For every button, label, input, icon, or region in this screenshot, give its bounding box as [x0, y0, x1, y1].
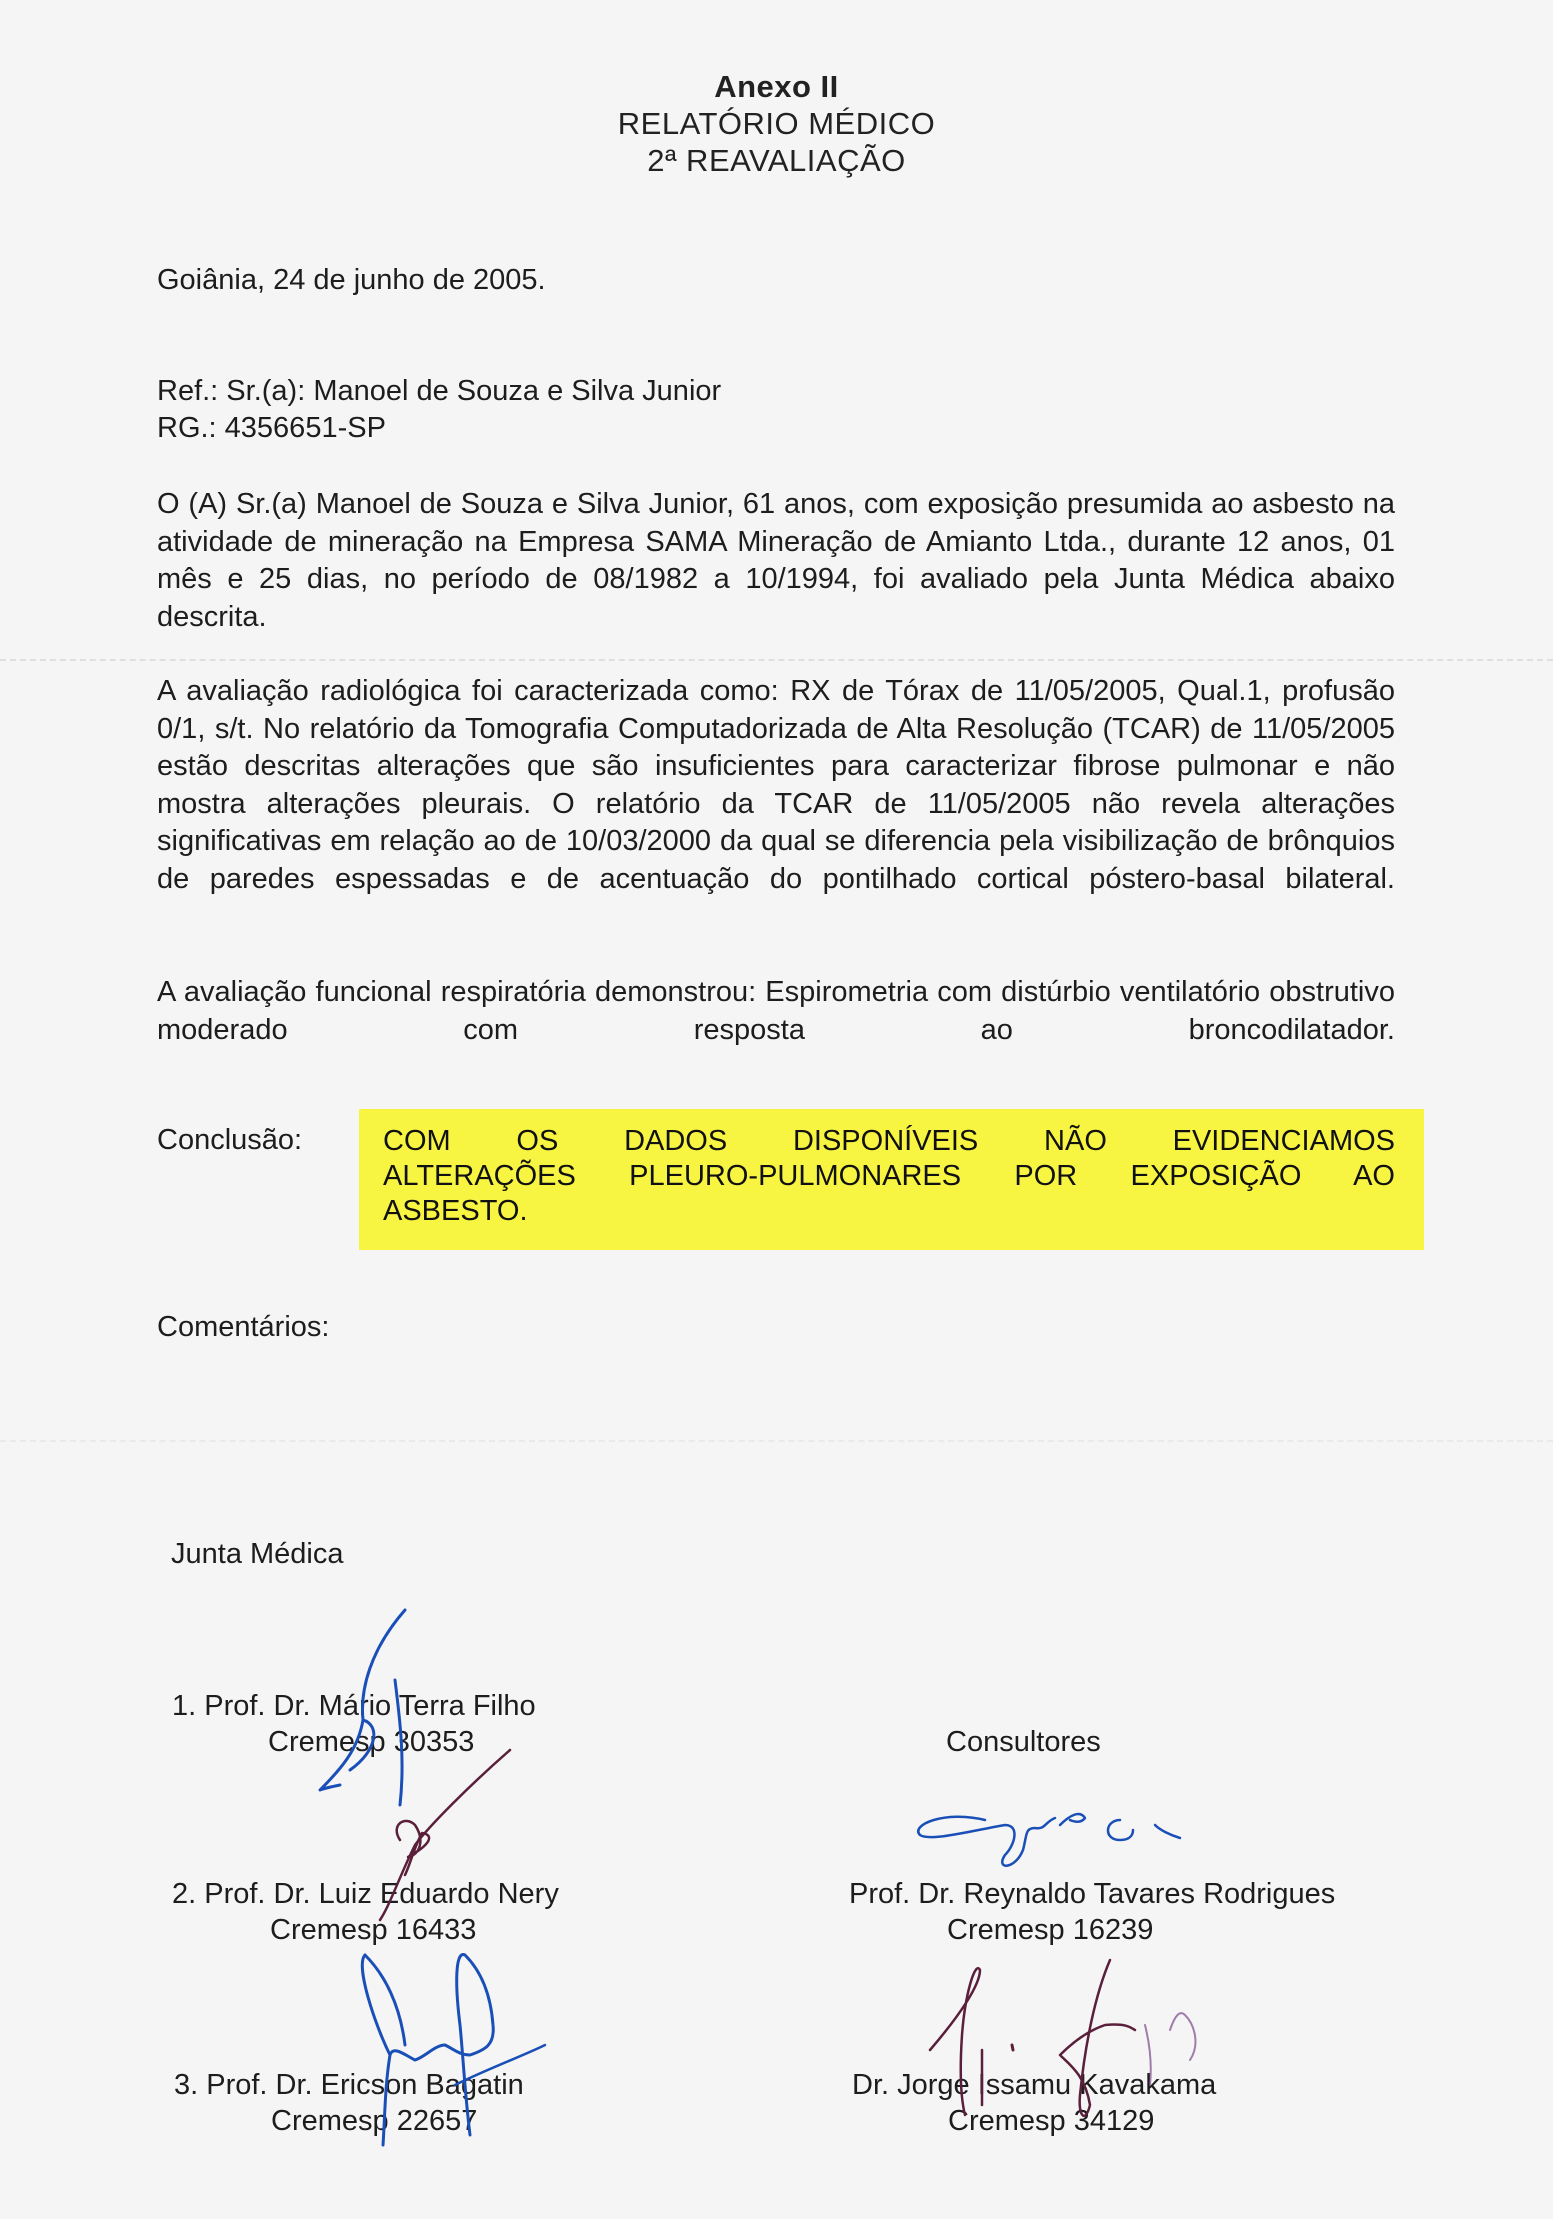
- signature-stroke: [1108, 1820, 1133, 1840]
- signature-stroke: [1060, 1960, 1135, 2116]
- report-title: RELATÓRIO MÉDICO: [617, 106, 936, 141]
- signature-stroke: [380, 1750, 510, 1920]
- conclusion-label: Conclusão:: [157, 1124, 303, 1156]
- conclusion-line: COM OS DADOS DISPONÍVEIS NÃO EVIDENCIAMOS: [383, 1125, 1395, 1157]
- signature-stroke: [1060, 1814, 1085, 1825]
- signature-stroke: [1155, 1825, 1180, 1838]
- annex-title: Anexo II: [714, 69, 839, 104]
- report-subtitle: 2ª REAVALIAÇÃO: [647, 143, 906, 178]
- signature-jorge-kavakama: [920, 1955, 1260, 2125]
- signature-stroke: [918, 1817, 1055, 1866]
- radiology-paragraph: A avaliação radiológica foi caracterizada como: RX de Tórax de 11/05/2005, Qual.1, profusão 0/1, s/t. No relatório da Tomografia Computadorizada de Alta Resolução (TCAR) de 11/05/2005 estão descritas alterações que são insuficientes para caracterizar fibrose pulmonar e não mostra alterações pleurais. O relatório da TCAR de 11/05/2005 não revela alterações significativas em relação ao de 10/03/2000 da qual se diferencia pela visibilização de brônquios de paredes espessadas e de acentuação do pontilhado cortical póstero-basal bilateral.: [157, 675, 1395, 895]
- conclusion-text: [383, 1124, 1395, 1229]
- functional-paragraph: A avaliação funcional respiratória demonstrou: Espirometria com distúrbio ventilatório obstrutivo moderado com resposta ao broncodilatador.: [157, 976, 1395, 1046]
- member-registry: Cremesp 16239: [947, 1914, 1154, 1946]
- member-registry: Cremesp 22657: [271, 2105, 478, 2137]
- member-registry: Cremesp 30353: [268, 1726, 475, 1758]
- signature-stroke: [930, 1968, 980, 2115]
- signature-stroke: [362, 1955, 493, 2135]
- scan-fold-line: [0, 1440, 1553, 1442]
- medical-board-label: Junta Médica: [171, 1538, 344, 1570]
- member-name: Dr. Jorge Issamu Kavakama: [852, 2069, 1217, 2101]
- exposure-paragraph: O (A) Sr.(a) Manoel de Souza e Silva Junior, 61 anos, com exposição presumida ao asbesto na atividade de mineração na Empresa SAMA Mineração de Amianto Ltda., durante 12 anos, 01 mês e 25 dias, no período de 08/1982 a 10/1994, foi avaliado pela Junta Médica abaixo descrita.: [157, 488, 1395, 633]
- consultant-member: [849, 1876, 1335, 1948]
- signature-stroke: [365, 1955, 405, 2045]
- conclusion-line: ASBESTO.: [383, 1195, 528, 1227]
- signature-stroke: [383, 2055, 390, 2145]
- comments-label: Comentários:: [157, 1311, 330, 1343]
- member-name: 2. Prof. Dr. Luiz Eduardo Nery: [172, 1878, 559, 1910]
- member-name: 1. Prof. Dr. Mário Terra Filho: [172, 1690, 536, 1722]
- consultants-label: Consultores: [946, 1726, 1101, 1758]
- member-name: Prof. Dr. Reynaldo Tavares Rodrigues: [849, 1878, 1336, 1910]
- member-name: 3. Prof. Dr. Ericson Bagatin: [174, 2069, 524, 2101]
- reference-rg: RG.: 4356651-SP: [157, 412, 386, 444]
- signature-stroke: [1145, 2013, 1195, 2085]
- member-registry: Cremesp 34129: [948, 2105, 1155, 2137]
- scan-fold-line: [0, 659, 1553, 661]
- conclusion-line: ALTERAÇÕES PLEURO-PULMONARES POR EXPOSIÇÃO AO: [383, 1160, 1395, 1192]
- member-registry: Cremesp 16433: [270, 1914, 477, 1946]
- signature-reynaldo-rodrigues: [905, 1790, 1225, 1880]
- signature-stroke: [1012, 2045, 1013, 2050]
- reference-patient: Ref.: Sr.(a): Manoel de Souza e Silva Junior: [157, 375, 722, 407]
- document-header: [0, 68, 1553, 179]
- signature-stroke: [455, 2045, 545, 2085]
- signature-ericson-bagatin: [345, 1945, 585, 2145]
- signature-luiz-nery: [360, 1745, 520, 1925]
- place-date: Goiânia, 24 de junho de 2005.: [157, 264, 546, 296]
